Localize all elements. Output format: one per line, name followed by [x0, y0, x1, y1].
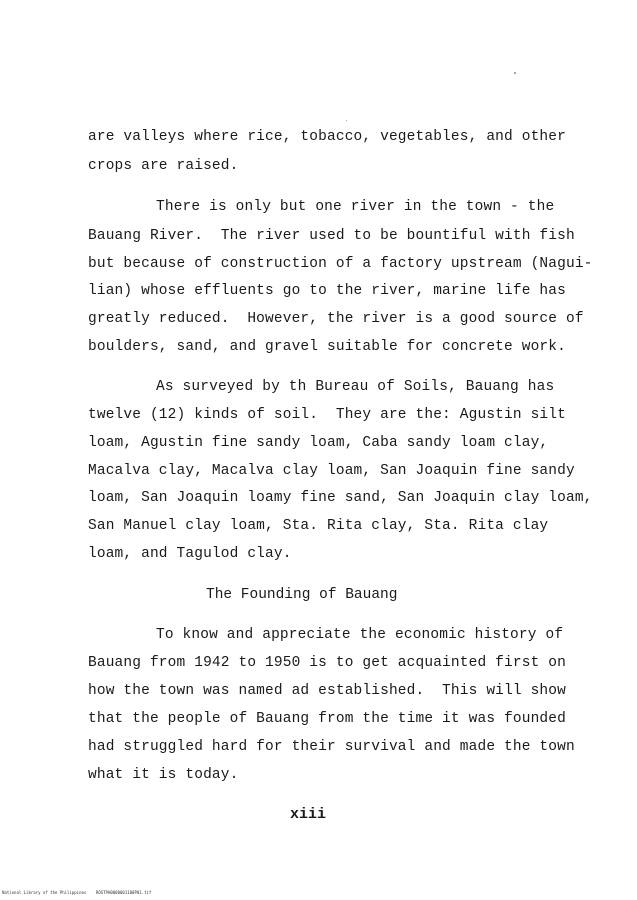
paragraph-3-line-4: Macalva clay, Macalva clay loam, San Joaquin fine sandy: [88, 463, 575, 479]
paragraph-2-line-2: Bauang River. The river used to be bountiful with fish: [88, 228, 575, 244]
paragraph-2-line-4: lian) whose effluents go to the river, marine life has: [88, 283, 566, 299]
page-number: xiii: [290, 806, 327, 823]
scan-speck: [514, 72, 516, 74]
scan-speck: [346, 120, 347, 121]
paragraph-2-line-6: boulders, sand, and gravel suitable for concrete work.: [88, 339, 566, 355]
paragraph-2-line-1: There is only but one river in the town - the: [156, 199, 555, 215]
paragraph-3-line-5: loam, San Joaquin loamy fine sand, San Joaquin clay loam,: [88, 490, 593, 506]
paragraph-3-line-6: San Manuel clay loam, Sta. Rita clay, Sta. Rita clay: [88, 518, 549, 534]
paragraph-3-line-3: loam, Agustin fine sandy loam, Caba sandy loam clay,: [88, 435, 549, 451]
paragraph-3-line-1: As surveyed by th Bureau of Soils, Bauang has: [156, 379, 555, 395]
paragraph-1-line-2: crops are raised.: [88, 158, 239, 174]
paragraph-3-line-2: twelve (12) kinds of soil. They are the: Agustin silt: [88, 407, 566, 423]
paragraph-4-line-5: had struggled hard for their survival and made the town: [88, 739, 575, 755]
scan-footer: National Library of the Philippines ROSTPH0000001100P01.tif: [2, 890, 152, 895]
paragraph-1-line-1: are valleys where rice, tobacco, vegetables, and other: [88, 129, 566, 145]
paragraph-4-line-2: Bauang from 1942 to 1950 is to get acquainted first on: [88, 655, 566, 671]
paragraph-4-line-1: To know and appreciate the economic history of: [156, 627, 564, 643]
paragraph-4-line-6: what it is today.: [88, 767, 239, 783]
paragraph-4-line-3: how the town was named ad established. This will show: [88, 683, 566, 699]
paragraph-3-line-7: loam, and Tagulod clay.: [88, 546, 292, 562]
paragraph-2-line-5: greatly reduced. However, the river is a good source of: [88, 311, 584, 327]
paragraph-4-line-4: that the people of Bauang from the time it was founded: [88, 711, 566, 727]
paragraph-2-line-3: but because of construction of a factory upstream (Nagui-: [88, 256, 593, 272]
section-heading: The Founding of Bauang: [206, 587, 398, 603]
